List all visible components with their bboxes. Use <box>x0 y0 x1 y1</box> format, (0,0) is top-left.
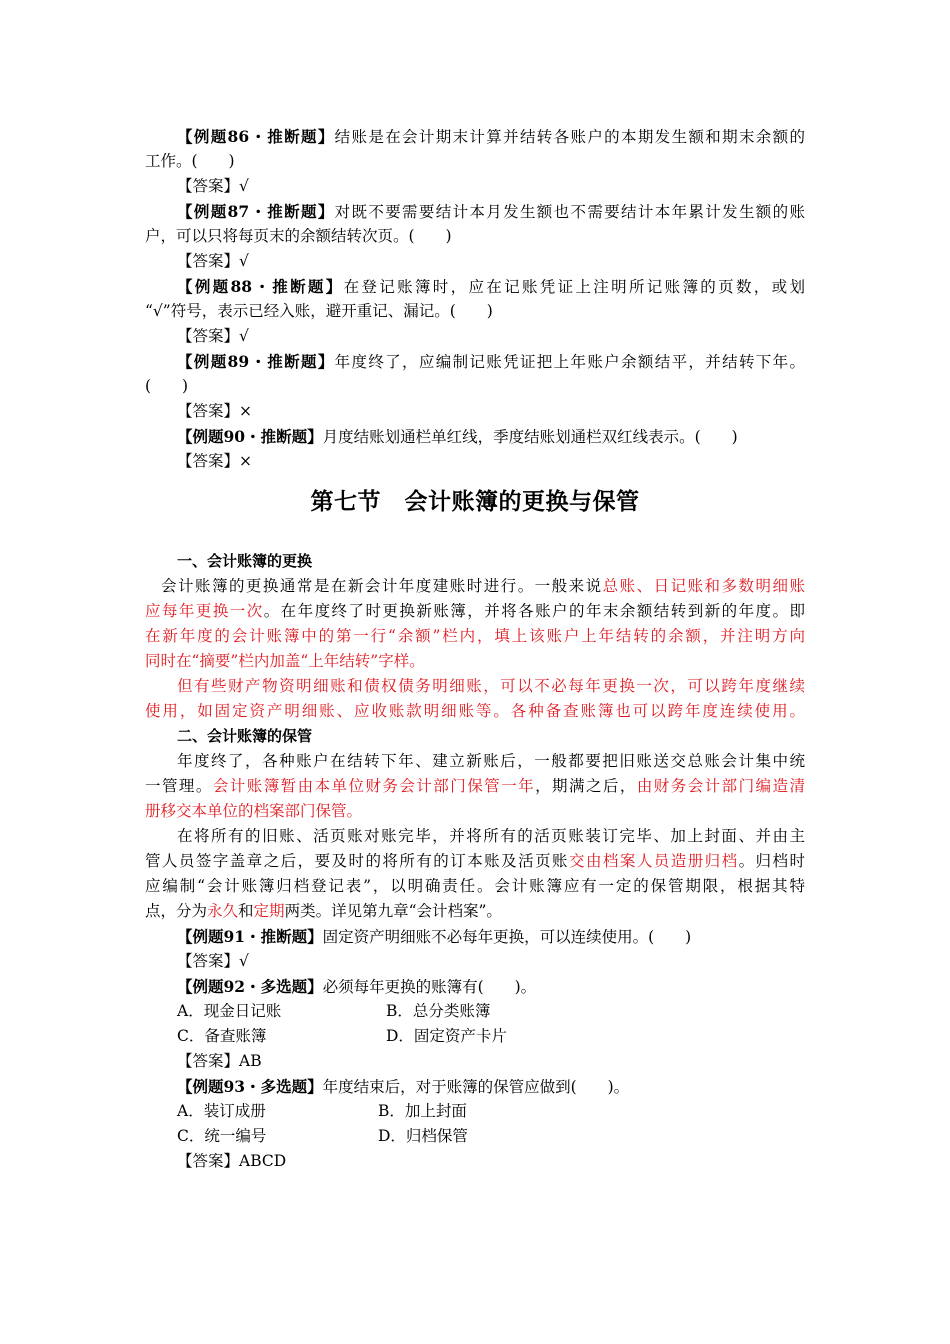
p2-line2: 使用，如固定资产明细账、应收账款明细账等。各种备查账簿也可以跨年度连续使用。 <box>145 702 805 720</box>
p4-l2-black-b: 。归档时 <box>738 852 805 870</box>
p4-l1-black: 在将所有的旧账、活页账对账完毕，并将所有的活页账装订完毕、加上封面、并由主 <box>177 827 805 845</box>
q93-option-a: A．装订成册 <box>177 1102 266 1120</box>
q91-tag: 【例题91・推断题】 <box>177 927 323 946</box>
a93: 【答案】ABCD <box>177 1152 287 1170</box>
section-title: 第七节 会计账簿的更换与保管 <box>310 488 640 515</box>
q88-tag: 【例题88・推断题】 <box>177 277 344 296</box>
p1-l2-red: 应每年更换一次 <box>145 602 264 620</box>
p1-line3: 在新年度的会计账簿中的第一行“余额”栏内，填上该账户上年结转的余额，并注明方向 <box>145 627 805 645</box>
p2-line1 <box>145 674 805 699</box>
heading-storage: 二、会计账簿的保管 <box>177 727 313 745</box>
a91: 【答案】√ <box>177 952 249 970</box>
p4-line1 <box>145 824 805 849</box>
q89-line1 <box>145 349 805 375</box>
p1-line2 <box>145 599 805 624</box>
q92-option-d: D．固定资产卡片 <box>386 1027 507 1045</box>
p1-l1-black: 会计账簿的更换通常是在新会计年度建账时进行。一般来说 <box>161 577 603 595</box>
p4-l4-red-a: 永久 <box>207 902 239 920</box>
p1-line4: 同时在“摘要”栏内加盖“上年结转”字样。 <box>145 652 425 670</box>
q93-option-b: B．加上封面 <box>378 1102 467 1120</box>
q93-option-c: C．统一编号 <box>177 1127 267 1145</box>
q93-tag: 【例题93・多选题】 <box>177 1077 323 1096</box>
p4-l2-black: 管人员签字盖章之后，要及时的将所有的订本账及活页账 <box>145 852 569 870</box>
a86: 【答案】√ <box>177 177 249 195</box>
q92-option-c: C．备查账簿 <box>177 1027 267 1045</box>
q91-text: 固定资产明细账不必每年更换，可以连续使用。( ) <box>322 928 692 946</box>
q86-tag: 【例题86・推断题】 <box>177 127 335 146</box>
p1-line1 <box>145 574 805 599</box>
a89: 【答案】× <box>177 402 252 420</box>
p3-line2 <box>145 774 805 799</box>
a87: 【答案】√ <box>177 252 249 270</box>
q89-text: 年度终了，应编制记账凭证把上年账户余额结平，并结转下年。 <box>334 353 805 371</box>
p3-l2-black-a: 一管理。 <box>145 777 213 795</box>
q88-line2: “√”符号，表示已经入账，避开重记、漏记。( ) <box>145 302 493 320</box>
p4-l2-red: 交由档案人员造册归档 <box>568 852 739 870</box>
heading-replacement: 一、会计账簿的更换 <box>177 552 313 570</box>
q92-tag: 【例题92・多选题】 <box>177 977 323 996</box>
q89-line2: ( ) <box>145 377 189 395</box>
p3-l1-black: 年度终了，各种账户在结转下年、建立新账后，一般都要把旧账送交总账会计集中统 <box>177 752 805 770</box>
p4-l4-black-a: 点，分为 <box>145 902 208 920</box>
p1-l1-red: 总账、日记账和多数明细账 <box>602 577 805 595</box>
p3-l2-red-b: 由财务会计部门编造清 <box>636 777 805 795</box>
q87-text: 对既不要需要结计本月发生额也不需要结计本年累计发生额的账 <box>334 203 805 221</box>
q89-tag: 【例题89・推断题】 <box>177 352 335 371</box>
q90-text: 月度结账划通栏单红线，季度结账划通栏双红线表示。( ) <box>322 428 738 446</box>
p4-l4-black-c: 两类。详见第九章“会计档案”。 <box>284 902 502 920</box>
q90-line1 <box>177 424 738 450</box>
p3-l2-black-b: ，期满之后， <box>535 777 637 795</box>
p3-line1 <box>145 749 805 774</box>
p3-line3: 册移交本单位的档案部门保管。 <box>145 802 363 820</box>
a88: 【答案】√ <box>177 327 249 345</box>
q92-text: 必须每年更换的账簿有( )。 <box>322 978 537 996</box>
p4-line4 <box>145 899 502 924</box>
q86-line1 <box>145 124 805 150</box>
q87-line2: 户，可以只将每页末的余额结转次页。( ) <box>145 227 452 245</box>
q93 <box>177 1074 629 1100</box>
p4-line3: 应编制“会计账簿归档登记表”，以明确责任。会计账簿应有一定的保管期限，根据其特 <box>145 877 805 895</box>
p4-line2 <box>145 849 805 874</box>
q86-line2: 工作。( ) <box>145 152 235 170</box>
p4-l4-red-b: 定期 <box>253 902 285 920</box>
q92-option-a: A．现金日记账 <box>177 1002 282 1020</box>
a92: 【答案】AB <box>177 1052 262 1070</box>
q93-text: 年度结束后，对于账簿的保管应做到( )。 <box>322 1078 630 1096</box>
q92 <box>177 974 536 1000</box>
p3-l2-red-a: 会计账簿暂由本单位财务会计部门保管一年 <box>212 777 536 795</box>
q90-tag: 【例题90・推断题】 <box>177 427 323 446</box>
q91 <box>177 924 691 950</box>
q88-line1 <box>145 274 805 300</box>
q86-text: 结账是在会计期末计算并结转各账户的本期发生额和期末余额的 <box>334 128 805 146</box>
p4-l4-black-b: 和 <box>238 902 254 920</box>
a90: 【答案】× <box>177 452 252 470</box>
q88-text: 在登记账簿时，应在记账凭证上注明所记账簿的页数，或划 <box>343 278 805 296</box>
p2-l1-red: 但有些财产物资明细账和债权债务明细账，可以不必每年更换一次，可以跨年度继续 <box>177 677 805 695</box>
q93-option-d: D．归档保管 <box>378 1127 468 1145</box>
q92-option-b: B．总分类账簿 <box>386 1002 491 1020</box>
p1-l2-black: 。在年度终了时更换新账簿，并将各账户的年末余额结转到新的年度。即 <box>263 602 805 620</box>
q87-tag: 【例题87・推断题】 <box>177 202 335 221</box>
q87-line1 <box>145 199 805 225</box>
